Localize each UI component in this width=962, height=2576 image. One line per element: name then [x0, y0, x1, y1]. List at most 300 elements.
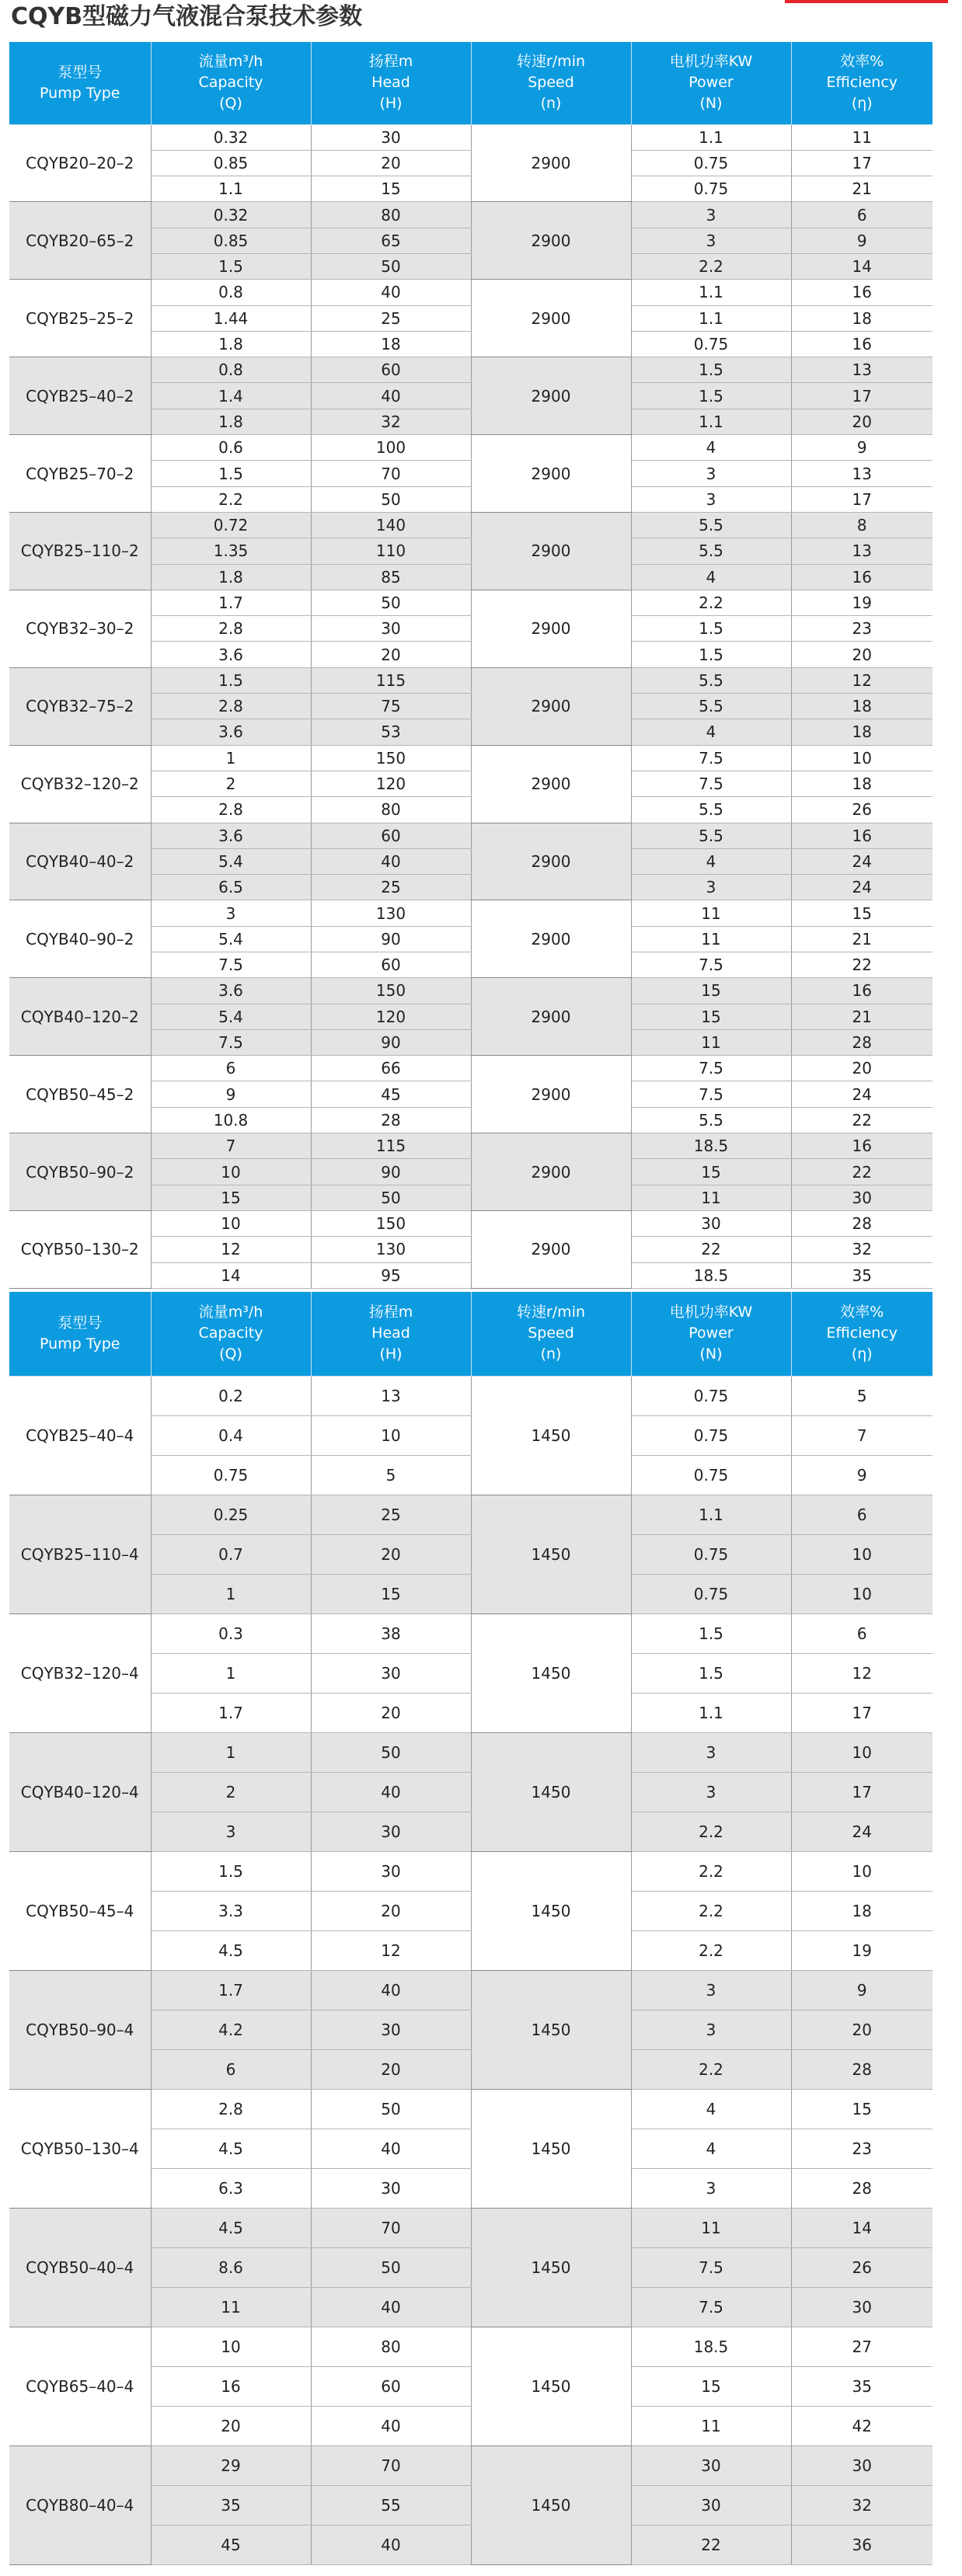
capacity-cell: 1.7 — [151, 1970, 311, 2010]
header-speed-line: (n) — [540, 1345, 562, 1363]
capacity-cell: 0.4 — [151, 1415, 311, 1455]
efficiency-cell: 26 — [791, 2247, 932, 2287]
pump-spec-table-1450rpm — [9, 1292, 932, 2565]
table-row — [9, 280, 932, 305]
capacity-cell: 1.35 — [151, 538, 311, 564]
efficiency-cell: 20 — [791, 2010, 932, 2049]
head-cell: 40 — [311, 383, 471, 409]
header-head-line: (H) — [379, 95, 403, 113]
efficiency-cell: 9 — [791, 435, 932, 461]
efficiency-cell: 20 — [791, 642, 932, 667]
capacity-cell: 0.85 — [151, 228, 311, 253]
header-power — [631, 42, 791, 124]
capacity-cell: 1.8 — [151, 331, 311, 357]
header-power-line: 电机功率KW — [669, 53, 753, 71]
speed-cell: 1450 — [471, 1732, 631, 1851]
power-cell: 3 — [631, 1772, 791, 1812]
efficiency-cell: 18 — [791, 719, 932, 745]
efficiency-cell: 6 — [791, 202, 932, 228]
power-cell: 3 — [631, 875, 791, 900]
capacity-cell: 10 — [151, 1210, 311, 1236]
head-cell: 13 — [311, 1376, 471, 1415]
head-cell: 110 — [311, 538, 471, 564]
head-cell: 75 — [311, 694, 471, 719]
efficiency-cell: 16 — [791, 1133, 932, 1159]
power-cell: 0.75 — [631, 176, 791, 202]
header-capacity-line: Capacity — [198, 1325, 263, 1342]
head-cell: 40 — [311, 1772, 471, 1812]
power-cell: 22 — [631, 2525, 791, 2564]
head-cell: 32 — [311, 409, 471, 434]
header-pump-type-line: 泵型号 — [58, 63, 103, 81]
power-cell: 0.75 — [631, 1415, 791, 1455]
efficiency-cell: 24 — [791, 848, 932, 874]
header-capacity-line: 流量m³/h — [198, 1304, 263, 1321]
capacity-cell: 0.2 — [151, 1376, 311, 1415]
power-cell: 18.5 — [631, 2327, 791, 2366]
power-cell: 4 — [631, 2129, 791, 2168]
efficiency-cell: 10 — [791, 1851, 932, 1891]
capacity-cell: 10.8 — [151, 1107, 311, 1133]
pump-model-cell: CQYB25–40–4 — [9, 1376, 151, 1495]
head-cell: 40 — [311, 280, 471, 305]
head-cell: 50 — [311, 486, 471, 512]
pump-model-cell: CQYB25–110–2 — [9, 512, 151, 590]
head-cell: 66 — [311, 1056, 471, 1081]
head-cell: 95 — [311, 1262, 471, 1288]
capacity-cell: 2.2 — [151, 486, 311, 512]
head-cell: 10 — [311, 1415, 471, 1455]
efficiency-cell: 10 — [791, 1732, 932, 1772]
capacity-cell: 5.4 — [151, 848, 311, 874]
capacity-cell: 1 — [151, 1653, 311, 1693]
capacity-cell: 3.6 — [151, 978, 311, 1004]
speed-cell: 2900 — [471, 590, 631, 667]
capacity-cell: 10 — [151, 2327, 311, 2366]
power-cell: 1.5 — [631, 616, 791, 642]
efficiency-cell: 23 — [791, 616, 932, 642]
power-cell: 5.5 — [631, 1107, 791, 1133]
capacity-cell: 6 — [151, 2049, 311, 2089]
efficiency-cell: 16 — [791, 564, 932, 590]
table-row — [9, 1133, 932, 1159]
table-row — [9, 2445, 932, 2485]
head-cell: 40 — [311, 2406, 471, 2445]
head-cell: 140 — [311, 512, 471, 538]
table-body — [9, 124, 932, 1288]
power-cell: 1.5 — [631, 383, 791, 409]
head-cell: 30 — [311, 2168, 471, 2208]
efficiency-cell: 16 — [791, 331, 932, 357]
capacity-cell: 15 — [151, 1185, 311, 1210]
pump-model-cell: CQYB32–30–2 — [9, 590, 151, 667]
power-cell: 1.1 — [631, 124, 791, 150]
table-row — [9, 1376, 932, 1415]
capacity-cell: 3.3 — [151, 1891, 311, 1930]
pump-model-cell: CQYB50–45–4 — [9, 1851, 151, 1970]
capacity-cell: 0.32 — [151, 124, 311, 150]
capacity-cell: 12 — [151, 1237, 311, 1262]
power-cell: 2.2 — [631, 253, 791, 279]
power-cell: 3 — [631, 2010, 791, 2049]
power-cell: 1.1 — [631, 305, 791, 331]
header-efficiency-line: 效率% — [840, 53, 884, 71]
header-capacity-line: Capacity — [198, 74, 263, 92]
efficiency-cell: 24 — [791, 1081, 932, 1107]
capacity-cell: 0.32 — [151, 202, 311, 228]
power-cell: 0.75 — [631, 331, 791, 357]
table-header — [9, 1292, 932, 1376]
capacity-cell: 3.6 — [151, 719, 311, 745]
head-cell: 40 — [311, 2129, 471, 2168]
capacity-cell: 1.5 — [151, 667, 311, 693]
efficiency-cell: 10 — [791, 1574, 932, 1613]
header-speed-line: Speed — [528, 74, 574, 92]
capacity-cell: 1 — [151, 1732, 311, 1772]
efficiency-cell: 11 — [791, 124, 932, 150]
power-cell: 5.5 — [631, 538, 791, 564]
capacity-cell: 0.8 — [151, 280, 311, 305]
efficiency-cell: 16 — [791, 823, 932, 848]
table-row — [9, 1970, 932, 2010]
efficiency-cell: 17 — [791, 150, 932, 176]
capacity-cell: 2.8 — [151, 2089, 311, 2129]
efficiency-cell: 17 — [791, 1693, 932, 1732]
capacity-cell: 1.5 — [151, 253, 311, 279]
table-row — [9, 745, 932, 771]
efficiency-cell: 12 — [791, 1653, 932, 1693]
efficiency-cell: 13 — [791, 538, 932, 564]
capacity-cell: 45 — [151, 2525, 311, 2564]
speed-cell: 2900 — [471, 823, 631, 900]
header-efficiency-line: 效率% — [840, 1304, 884, 1321]
efficiency-cell: 35 — [791, 2366, 932, 2406]
header-head-line: (H) — [379, 1345, 403, 1363]
capacity-cell: 7.5 — [151, 1029, 311, 1055]
head-cell: 150 — [311, 1210, 471, 1236]
table-body — [9, 1376, 932, 2564]
efficiency-cell: 15 — [791, 900, 932, 926]
page-title: CQYB型磁力气液混合泵技术参数 — [11, 3, 363, 30]
power-cell: 3 — [631, 202, 791, 228]
head-cell: 15 — [311, 176, 471, 202]
speed-cell: 1450 — [471, 1495, 631, 1613]
power-cell: 5.5 — [631, 512, 791, 538]
capacity-cell: 1.1 — [151, 176, 311, 202]
pump-model-cell: CQYB25–25–2 — [9, 280, 151, 357]
efficiency-cell: 10 — [791, 1534, 932, 1574]
capacity-cell: 2 — [151, 1772, 311, 1812]
head-cell: 50 — [311, 2089, 471, 2129]
capacity-cell: 6.3 — [151, 2168, 311, 2208]
head-cell: 130 — [311, 1237, 471, 1262]
header-pump-type — [9, 1292, 151, 1376]
speed-cell: 1450 — [471, 1970, 631, 2089]
speed-cell: 2900 — [471, 745, 631, 823]
efficiency-cell: 16 — [791, 978, 932, 1004]
head-cell: 38 — [311, 1613, 471, 1653]
capacity-cell: 35 — [151, 2485, 311, 2525]
power-cell: 11 — [631, 2208, 791, 2247]
efficiency-cell: 30 — [791, 1185, 932, 1210]
capacity-cell: 8.6 — [151, 2247, 311, 2287]
efficiency-cell: 7 — [791, 1415, 932, 1455]
power-cell: 1.5 — [631, 1653, 791, 1693]
efficiency-cell: 23 — [791, 2129, 932, 2168]
head-cell: 25 — [311, 875, 471, 900]
power-cell: 1.1 — [631, 409, 791, 434]
header-speed — [471, 42, 631, 124]
efficiency-cell: 13 — [791, 461, 932, 486]
speed-cell: 1450 — [471, 2445, 631, 2564]
efficiency-cell: 8 — [791, 512, 932, 538]
capacity-cell: 1.4 — [151, 383, 311, 409]
speed-cell: 2900 — [471, 1133, 631, 1211]
head-cell: 50 — [311, 1732, 471, 1772]
speed-cell: 1450 — [471, 1851, 631, 1970]
table-row — [9, 2089, 932, 2129]
power-cell: 2.2 — [631, 1851, 791, 1891]
power-cell: 4 — [631, 564, 791, 590]
efficiency-cell: 10 — [791, 745, 932, 771]
capacity-cell: 0.7 — [151, 1534, 311, 1574]
speed-cell: 2900 — [471, 124, 631, 202]
speed-cell: 2900 — [471, 357, 631, 435]
efficiency-cell: 22 — [791, 1107, 932, 1133]
power-cell: 4 — [631, 2089, 791, 2129]
capacity-cell: 9 — [151, 1081, 311, 1107]
capacity-cell: 2.8 — [151, 616, 311, 642]
header-head-line: Head — [371, 1325, 410, 1342]
power-cell: 4 — [631, 435, 791, 461]
table-row — [9, 1851, 932, 1891]
head-cell: 90 — [311, 926, 471, 952]
pump-model-cell: CQYB25–110–4 — [9, 1495, 151, 1613]
pump-model-cell: CQYB40–120–4 — [9, 1732, 151, 1851]
table-row — [9, 667, 932, 693]
capacity-cell: 2.8 — [151, 694, 311, 719]
efficiency-cell: 9 — [791, 1455, 932, 1495]
header-efficiency-line: (η) — [851, 1345, 873, 1363]
power-cell: 18.5 — [631, 1133, 791, 1159]
capacity-cell: 1.44 — [151, 305, 311, 331]
capacity-cell: 16 — [151, 2366, 311, 2406]
efficiency-cell: 5 — [791, 1376, 932, 1415]
capacity-cell: 2.8 — [151, 797, 311, 823]
head-cell: 50 — [311, 253, 471, 279]
power-cell: 11 — [631, 1029, 791, 1055]
header-head-line: Head — [371, 74, 410, 92]
efficiency-cell: 26 — [791, 797, 932, 823]
power-cell: 2.2 — [631, 590, 791, 615]
capacity-cell: 0.25 — [151, 1495, 311, 1534]
head-cell: 15 — [311, 1574, 471, 1613]
efficiency-cell: 21 — [791, 176, 932, 202]
power-cell: 3 — [631, 486, 791, 512]
speed-cell: 1450 — [471, 2208, 631, 2327]
power-cell: 4 — [631, 719, 791, 745]
capacity-cell: 10 — [151, 1159, 311, 1185]
header-head-line: 扬程m — [368, 1304, 413, 1321]
head-cell: 20 — [311, 2049, 471, 2089]
head-cell: 120 — [311, 771, 471, 796]
head-cell: 70 — [311, 2445, 471, 2485]
head-cell: 12 — [311, 1930, 471, 1970]
head-cell: 45 — [311, 1081, 471, 1107]
table-row — [9, 590, 932, 615]
efficiency-cell: 19 — [791, 1930, 932, 1970]
header-pump-type — [9, 42, 151, 124]
capacity-cell: 0.72 — [151, 512, 311, 538]
power-cell: 15 — [631, 978, 791, 1004]
speed-cell: 1450 — [471, 2089, 631, 2208]
efficiency-cell: 9 — [791, 1970, 932, 2010]
header-capacity — [151, 42, 311, 124]
header-efficiency — [791, 42, 932, 124]
speed-cell: 2900 — [471, 1210, 631, 1288]
power-cell: 1.5 — [631, 1613, 791, 1653]
power-cell: 0.75 — [631, 150, 791, 176]
power-cell: 0.75 — [631, 1376, 791, 1415]
table-row — [9, 202, 932, 228]
efficiency-cell: 9 — [791, 228, 932, 253]
capacity-cell: 7.5 — [151, 952, 311, 978]
head-cell: 20 — [311, 642, 471, 667]
efficiency-cell: 19 — [791, 590, 932, 615]
efficiency-cell: 24 — [791, 875, 932, 900]
power-cell: 11 — [631, 1185, 791, 1210]
power-cell: 1.5 — [631, 357, 791, 383]
efficiency-cell: 12 — [791, 667, 932, 693]
head-cell: 53 — [311, 719, 471, 745]
header-power-line: 电机功率KW — [669, 1304, 753, 1321]
power-cell: 1.1 — [631, 280, 791, 305]
power-cell: 1.5 — [631, 642, 791, 667]
speed-cell: 2900 — [471, 512, 631, 590]
power-cell: 5.5 — [631, 667, 791, 693]
power-cell: 7.5 — [631, 2247, 791, 2287]
pump-model-cell: CQYB50–90–4 — [9, 1970, 151, 2089]
pump-model-cell: CQYB32–75–2 — [9, 667, 151, 745]
header-pump-type-line: 泵型号 — [58, 1314, 103, 1332]
power-cell: 7.5 — [631, 1081, 791, 1107]
head-cell: 115 — [311, 1133, 471, 1159]
pump-model-cell: CQYB65–40–4 — [9, 2327, 151, 2445]
header-head — [311, 42, 471, 124]
efficiency-cell: 28 — [791, 2049, 932, 2089]
power-cell: 3 — [631, 461, 791, 486]
header-capacity-line: (Q) — [219, 1345, 242, 1363]
power-cell: 15 — [631, 2366, 791, 2406]
efficiency-cell: 18 — [791, 694, 932, 719]
efficiency-cell: 6 — [791, 1495, 932, 1534]
capacity-cell: 20 — [151, 2406, 311, 2445]
speed-cell: 2900 — [471, 435, 631, 513]
pump-model-cell: CQYB50–130–4 — [9, 2089, 151, 2208]
power-cell: 30 — [631, 2445, 791, 2485]
power-cell: 1.1 — [631, 1693, 791, 1732]
head-cell: 5 — [311, 1455, 471, 1495]
head-cell: 50 — [311, 1185, 471, 1210]
pump-model-cell: CQYB50–45–2 — [9, 1056, 151, 1133]
power-cell: 18.5 — [631, 1262, 791, 1288]
pump-model-cell: CQYB32–120–2 — [9, 745, 151, 823]
efficiency-cell: 13 — [791, 357, 932, 383]
pump-model-cell: CQYB40–120–2 — [9, 978, 151, 1056]
power-cell: 0.75 — [631, 1455, 791, 1495]
capacity-cell: 1.5 — [151, 1851, 311, 1891]
speed-cell: 2900 — [471, 667, 631, 745]
head-cell: 25 — [311, 1495, 471, 1534]
head-cell: 40 — [311, 2525, 471, 2564]
power-cell: 7.5 — [631, 1056, 791, 1081]
head-cell: 30 — [311, 1653, 471, 1693]
head-cell: 60 — [311, 2366, 471, 2406]
head-cell: 50 — [311, 2247, 471, 2287]
power-cell: 3 — [631, 1970, 791, 2010]
power-cell: 7.5 — [631, 952, 791, 978]
header-capacity-line: (Q) — [219, 95, 242, 113]
speed-cell: 2900 — [471, 1056, 631, 1133]
header-power-line: (N) — [699, 95, 723, 113]
capacity-cell: 0.85 — [151, 150, 311, 176]
efficiency-cell: 18 — [791, 1891, 932, 1930]
efficiency-cell: 22 — [791, 952, 932, 978]
efficiency-cell: 14 — [791, 253, 932, 279]
efficiency-cell: 35 — [791, 1262, 932, 1288]
power-cell: 3 — [631, 2168, 791, 2208]
head-cell: 90 — [311, 1029, 471, 1055]
capacity-cell: 3 — [151, 900, 311, 926]
speed-cell: 2900 — [471, 978, 631, 1056]
table-row — [9, 1210, 932, 1236]
efficiency-cell: 18 — [791, 305, 932, 331]
capacity-cell: 4.5 — [151, 1930, 311, 1970]
head-cell: 30 — [311, 1812, 471, 1851]
capacity-cell: 0.3 — [151, 1613, 311, 1653]
pump-model-cell: CQYB40–40–2 — [9, 823, 151, 900]
speed-cell: 2900 — [471, 280, 631, 357]
header-power-line: Power — [688, 1325, 734, 1342]
efficiency-cell: 17 — [791, 1772, 932, 1812]
head-cell: 20 — [311, 1534, 471, 1574]
pump-model-cell: CQYB25–70–2 — [9, 435, 151, 513]
pump-model-cell: CQYB32–120–4 — [9, 1613, 151, 1732]
power-cell: 5.5 — [631, 694, 791, 719]
table-row — [9, 823, 932, 848]
power-cell: 22 — [631, 1237, 791, 1262]
power-cell: 0.75 — [631, 1534, 791, 1574]
head-cell: 70 — [311, 461, 471, 486]
header-speed-line: 转速r/min — [516, 1304, 586, 1321]
capacity-cell: 1 — [151, 745, 311, 771]
head-cell: 30 — [311, 616, 471, 642]
head-cell: 28 — [311, 1107, 471, 1133]
capacity-cell: 3.6 — [151, 823, 311, 848]
efficiency-cell: 20 — [791, 1056, 932, 1081]
pump-model-cell: CQYB50–40–4 — [9, 2208, 151, 2327]
speed-cell: 2900 — [471, 202, 631, 280]
pump-model-cell: CQYB25–40–2 — [9, 357, 151, 435]
efficiency-cell: 28 — [791, 1210, 932, 1236]
head-cell: 80 — [311, 202, 471, 228]
head-cell: 150 — [311, 745, 471, 771]
efficiency-cell: 6 — [791, 1613, 932, 1653]
capacity-cell: 1.8 — [151, 409, 311, 434]
capacity-cell: 2 — [151, 771, 311, 796]
capacity-cell: 3 — [151, 1812, 311, 1851]
capacity-cell: 6.5 — [151, 875, 311, 900]
